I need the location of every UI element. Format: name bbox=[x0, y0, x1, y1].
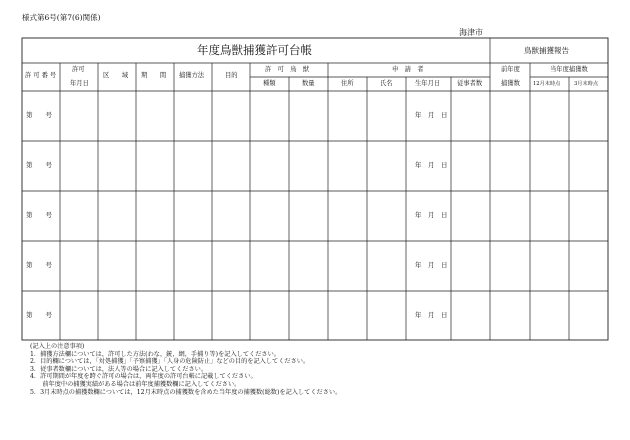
header-area: 区 域 bbox=[103, 72, 129, 79]
header-purpose: 目的 bbox=[225, 72, 238, 79]
note-item: 4．許可期間が年度を跨ぐ許可の場合は，両年度の許可台帳に記載してください。 bbox=[30, 373, 257, 381]
header-dec-end: 12月末時点 bbox=[533, 81, 561, 87]
header-prev-year-top: 前年度 bbox=[501, 66, 520, 73]
report-section-label: 鳥獣捕獲報告 bbox=[524, 46, 569, 55]
notes-heading: (記入上の注意事項) bbox=[30, 343, 85, 350]
header-name: 氏名 bbox=[380, 80, 393, 87]
header-current-year: 当年度捕獲数 bbox=[550, 66, 588, 73]
header-permit-date-top: 許可 bbox=[72, 66, 85, 73]
header-quantity: 数量 bbox=[302, 80, 315, 87]
city-name: 海津市 bbox=[459, 28, 483, 37]
note-item: 1．捕獲方法欄については，許可した方法(わな，銃，網，手捕り等)を記入してください。 bbox=[30, 350, 280, 358]
row-1-birth-date-field[interactable]: 年 月 日 bbox=[415, 111, 448, 119]
note-item: 前年度中の捕獲実績がある場合は前年度捕獲数欄に記入してください。 bbox=[30, 380, 241, 388]
ledger-title: 年度鳥獣捕獲許可台帳 bbox=[197, 43, 312, 57]
row-2-permit-number-field[interactable]: 第 号 bbox=[26, 161, 52, 169]
header-permit-number: 許 可 番 号 bbox=[25, 72, 57, 79]
header-permit-game: 許 可 鳥 獣 bbox=[265, 66, 310, 73]
row-4-birth-date-field[interactable]: 年 月 日 bbox=[415, 261, 448, 269]
header-species: 種類 bbox=[263, 80, 276, 87]
row-3-permit-number-field[interactable]: 第 号 bbox=[26, 211, 52, 219]
note-item: 2．目的欄については，「対処捕獲」「予察捕獲」「人身の危険防止」などの目的を記入してください。 bbox=[30, 358, 310, 366]
header-permit-date-bottom: 年月日 bbox=[70, 80, 89, 87]
header-applicant: 申 請 者 bbox=[392, 66, 424, 73]
header-period: 期 間 bbox=[141, 72, 167, 79]
header-method: 捕獲方法 bbox=[179, 72, 205, 79]
form-number: 様式第6号(第7(6)関係) bbox=[22, 13, 101, 22]
header-birth-date: 生年月日 bbox=[415, 80, 441, 87]
row-2-birth-date-field[interactable]: 年 月 日 bbox=[415, 161, 448, 169]
header-address: 住所 bbox=[341, 80, 354, 87]
row-5-birth-date-field[interactable]: 年 月 日 bbox=[415, 311, 448, 319]
row-1-permit-number-field[interactable]: 第 号 bbox=[26, 111, 52, 119]
row-3-birth-date-field[interactable]: 年 月 日 bbox=[415, 211, 448, 219]
row-5-permit-number-field[interactable]: 第 号 bbox=[26, 311, 52, 319]
header-workers: 従事者数 bbox=[457, 80, 483, 87]
header-mar-end: 3月末時点 bbox=[574, 81, 599, 87]
note-item: 5．3月末時点の捕獲数欄については，12月末時点の捕獲数を含めた当年度の捕獲数(総数)を記入してください。 bbox=[30, 388, 342, 396]
header-prev-year-bottom: 捕獲数 bbox=[501, 80, 520, 87]
notes-section bbox=[30, 343, 341, 396]
row-4-permit-number-field[interactable]: 第 号 bbox=[26, 261, 52, 269]
note-item: 3．従事者数欄については，法人等の場合に記入してください。 bbox=[30, 365, 208, 373]
